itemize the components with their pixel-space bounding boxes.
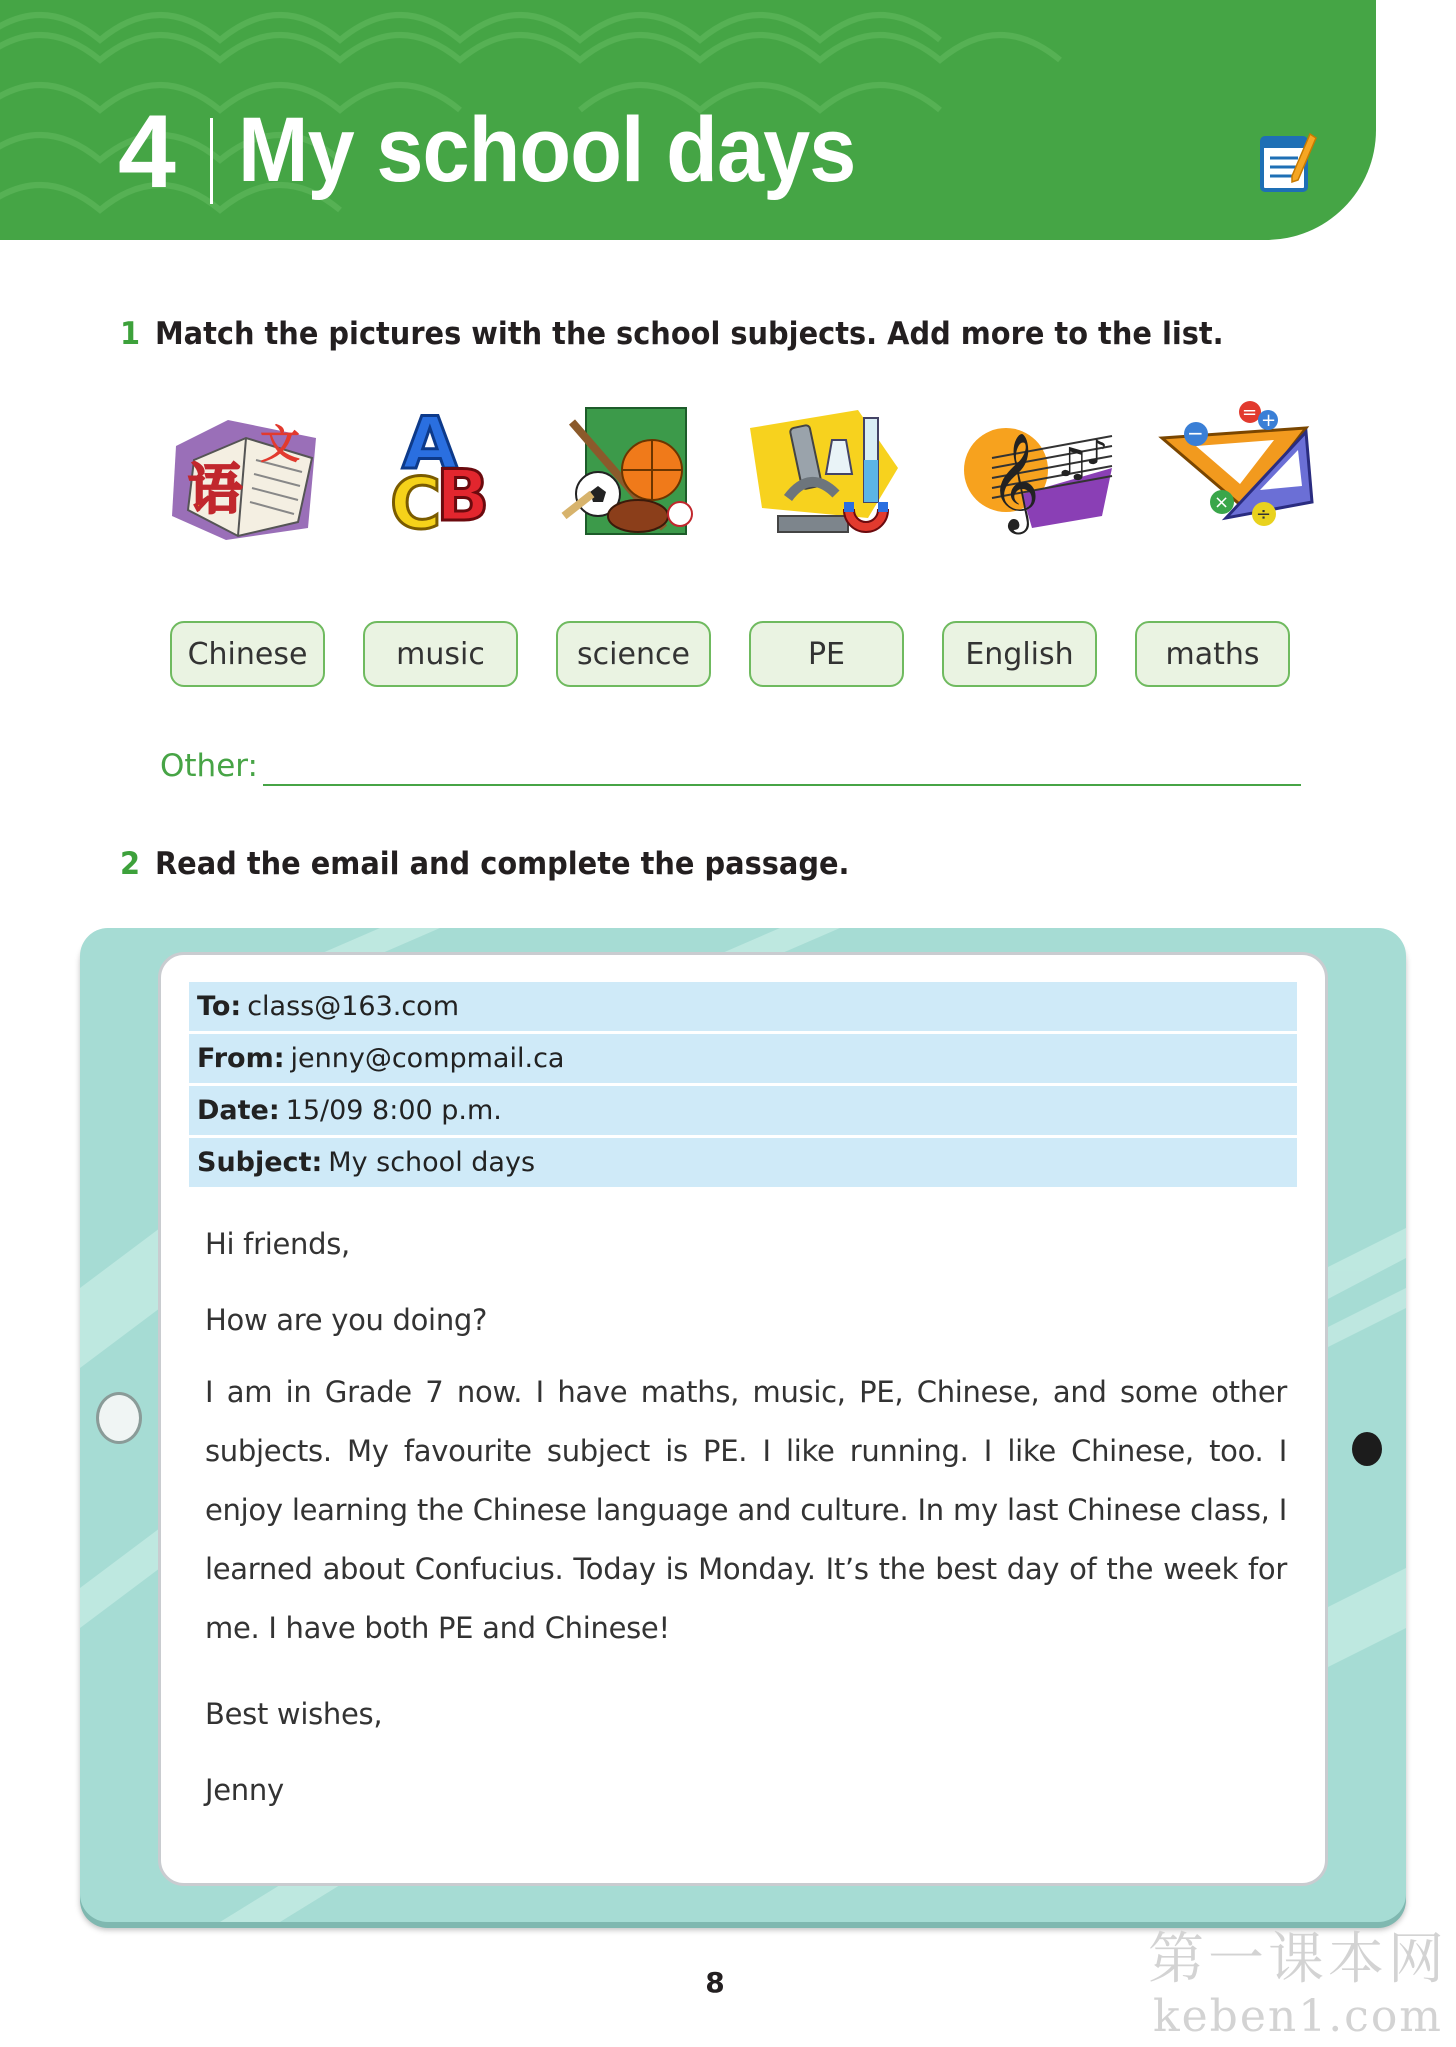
task-number: 1: [120, 316, 141, 352]
svg-text:𝄞: 𝄞: [990, 432, 1040, 530]
email-closing: Best wishes,: [205, 1697, 383, 1731]
watermark-url: keben1.com: [1152, 1991, 1444, 2042]
svg-text:=: =: [1242, 402, 1258, 423]
tablet-home-button: [96, 1392, 142, 1444]
email-subject-label: Subject:: [197, 1147, 323, 1178]
chinese-book-icon: [166, 398, 326, 550]
email-from-row: [189, 1034, 1297, 1083]
task-instruction: Read the email and complete the passage.: [154, 846, 850, 882]
svg-text:♪: ♪: [1086, 433, 1108, 473]
subject-chip-maths[interactable]: maths: [1135, 621, 1290, 687]
email-screen: [158, 952, 1328, 1886]
svg-text:♫: ♫: [1054, 440, 1090, 486]
site-watermark: [1148, 1928, 1448, 2042]
email-from-value: jenny@compmail.ca: [290, 1043, 565, 1074]
email-subject-value: My school days: [328, 1147, 536, 1178]
subject-chip-chinese[interactable]: Chinese: [170, 621, 325, 687]
unit-title: My school days: [238, 99, 856, 201]
task-2-heading: [120, 846, 850, 882]
email-date-value: 15/09 8:00 p.m.: [285, 1095, 502, 1126]
page-number: 8: [705, 1966, 725, 1999]
subject-chip-pe[interactable]: PE: [749, 621, 904, 687]
watermark-chinese: 第一课本网: [1148, 1927, 1448, 1992]
email-subject-row: [189, 1138, 1297, 1187]
subject-chip-english[interactable]: English: [942, 621, 1097, 687]
unit-banner: [0, 0, 1376, 240]
email-greeting: Hi friends,: [205, 1227, 350, 1261]
svg-text:−: −: [1187, 421, 1204, 445]
tablet-camera: [1352, 1432, 1382, 1466]
email-to-label: To:: [197, 991, 242, 1022]
email-body-paragraph: I am in Grade 7 now. I have maths, music, PE, Chinese, and some other subjects. My favourite subject is PE. I like running. I like Chinese, too. I enjoy learning the Chinese language and culture. In my last Chinese class, I learned about Confucius. Today is Monday. It’s the best day of the week for me. I have both PE and Chinese!: [205, 1375, 1287, 1645]
other-label: Other:: [160, 748, 258, 784]
svg-text:A: A: [402, 401, 458, 485]
sports-balls-icon: [552, 398, 712, 550]
email-to-row: [189, 982, 1297, 1031]
task-number: 2: [120, 846, 141, 882]
svg-text:文: 文: [260, 422, 300, 468]
subject-chip-music[interactable]: music: [363, 621, 518, 687]
email-question: How are you doing?: [205, 1303, 488, 1337]
email-signature: Jenny: [205, 1773, 284, 1807]
microscope-icon: [748, 398, 908, 550]
svg-text:语: 语: [188, 458, 242, 521]
email-to-value: class@163.com: [247, 991, 459, 1022]
svg-text:+: +: [1261, 410, 1277, 431]
other-answer-line[interactable]: [263, 784, 1301, 786]
title-separator: [210, 118, 213, 204]
svg-text:÷: ÷: [1256, 504, 1272, 525]
email-date-row: [189, 1086, 1297, 1135]
svg-text:×: ×: [1214, 492, 1230, 513]
notebook-pencil-icon: [1258, 130, 1318, 194]
task-1-heading: [120, 316, 1224, 352]
subject-chip-science[interactable]: science: [556, 621, 711, 687]
email-date-label: Date:: [197, 1095, 280, 1126]
unit-number: 4: [118, 94, 176, 210]
abc-letters-icon: [362, 398, 522, 550]
task-instruction: Match the pictures with the school subjects. Add more to the list.: [154, 316, 1224, 352]
svg-text:C: C: [390, 463, 442, 545]
music-notes-icon: [962, 398, 1122, 550]
rulers-icon: [1156, 398, 1316, 550]
email-from-label: From:: [197, 1043, 285, 1074]
svg-text:B: B: [436, 455, 490, 537]
